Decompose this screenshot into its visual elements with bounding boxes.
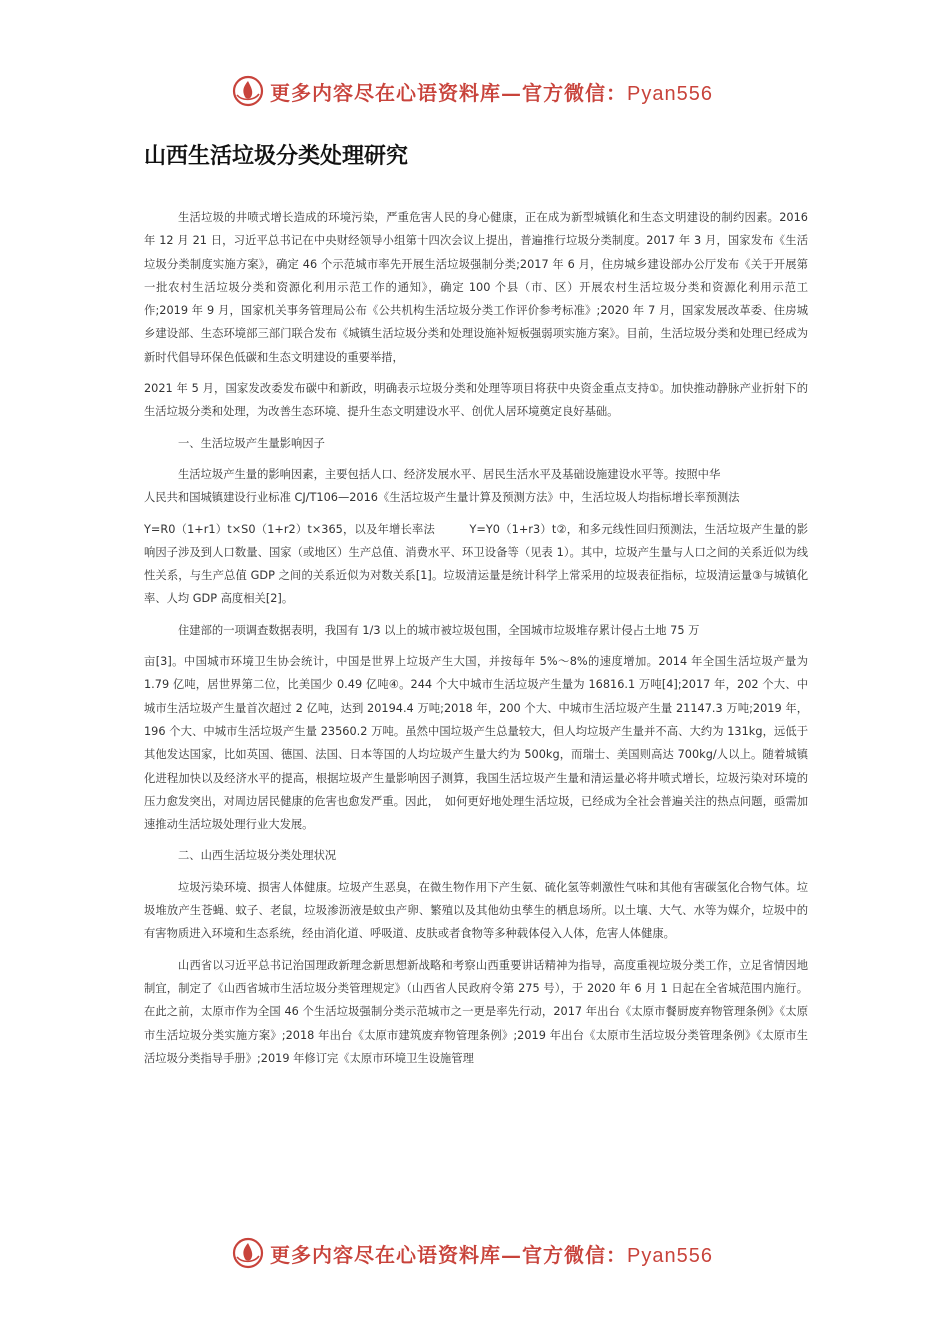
paragraph: 生活垃圾的井喷式增长造成的环境污染，严重危害人民的身心健康，正在成为新型城镇化和生态文明建设的制约因素。2016 年 12 月 21 日，习近平总书记在中央财经领导小组第十四次会议上提出，普遍推行垃圾分类制度。2017 年 3 月，国家发布《生活垃圾分类制度实施方案》，确定 46 个示范城市率先开展生活垃圾强制分类;2017 年 6 月，住房城乡建设部办公厅发布《关于开展第一批农村生活垃圾分类和资源化利用示范工作的通知》，确定 100 个县（市、区）开展农村生活垃圾分类和资源化利用示范工作;2019 年 9 月，国家机关事务管理局公布《公共机构生活垃圾分类工作评价参考标准》;2020 年 7 月，国家发展改革委、住房城乡建设部、生态环境部三部门联合发布《城镇生活垃圾分类和处理设施补短板强弱项实施方案》。目前，生活垃圾分类和处理已经成为新时代倡导环保色低碳和生态文明建设的重要举措， [144, 211, 808, 364]
paragraph: 人民共和国城镇建设行业标准 CJ/T106—2016《生活垃圾产生量计算及预测方法》中，生活垃圾人均指标增长率预测法 [144, 491, 740, 505]
flame-tissue-logo-icon [232, 1237, 264, 1269]
flame-tissue-logo-icon [232, 75, 264, 107]
paragraph: 生活垃圾产生量的影响因素，主要包括人口、经济发展水平、居民生活水平及基础设施建设水平等。按照中华 [178, 467, 721, 481]
paragraph: 住建部的一项调查数据表明，我国有 1/3 以上的城市被垃圾包围，全国城市垃圾堆存累计侵占土地 75 万 [178, 623, 700, 637]
paragraph: 山西省以习近平总书记治国理政新理念新思想新战略和考察山西重要讲话精神为指导，高度重视垃圾分类工作，立足省情因地制宜，制定了《山西省城市生活垃圾分类管理规定》（山西省人民政府令第 275 号），于 2020 年 6 月 1 日起在全省城范围内施行。在此之前，太原市作为全国 46 个生活垃圾强制分类示范城市之一更是率先行动，2017 年出台《太原市餐厨废弃物管理条例》《太原市生活垃圾分类实施方案》;2018 年出台《太原市建筑废弃物管理条例》;2019 年出台《太原市生活垃圾分类管理条例》《太原市生活垃圾分类指导手册》;2019 年修订完《太原市环境卫生设施管理 [144, 958, 808, 1065]
paragraph: 2021 年 5 月，国家发改委发布碳中和新政，明确表示垃圾分类和处理等项目将获中央资金重点支持①。加快推动静脉产业折射下的生活垃圾分类和处理，为改善生态环境、提升生态文明建设水平、创优人居环境奠定良好基础。 [144, 382, 808, 419]
section-heading: 一、生活垃圾产生量影响因子 [178, 436, 325, 450]
banner-text: 更多内容尽在心语资料库—官方微信： [270, 80, 627, 105]
paragraph: Y=R0（1+r1）t×S0（1+r2）t×365，以及年增长率法 Y=Y0（1+r3）t②，和多元线性回归预测法，生活垃圾产生量的影响因子涉及到人口数量、国家（或地区）生产总值、消费水平、环卫设备等（见表 1）。其中，垃圾产生量与人口之间的关系近似为线性关系，与生产总值 GDP 之间的关系近似为对数关系[1]。垃圾清运量是统计科学上常采用的垃圾表征指标，垃圾清运量③与城镇化率、人均 GDP 高度相关[2]。 [144, 522, 808, 606]
paragraph: 亩[3]。中国城市环境卫生协会统计，中国是世界上垃圾产生大国，并按每年 5%～8%的速度增加。2014 年全国生活垃圾产量为 1.79 亿吨，居世界第二位，比美国少 0.49 亿吨④。244 个大中城市生活垃圾产生量为 16816.1 万吨[4];2017 年，202 个大、中城市生活垃圾产生量首次超过 2 亿吨，达到 20194.4 万吨;2018 年，200 个大、中城市生活垃圾产生量 21147.3 万吨;2019 年，196 个大、中城市生活垃圾产生量 23560.2 万吨。虽然中国垃圾产生总量较大，但人均垃圾产生量并不高、大约为 131kg，远低于其他发达国家，比如英国、德国、法国、日本等国的人均垃圾产生量大约为 500kg，而瑞士、美国则高达 700kg/人以上。随着城镇化进程加快以及经济水平的提高，根据垃圾产生量影响因子测算，我国生活垃圾产生量和清运量必将井喷式增长，垃圾污染对环境的压力愈发突出，对周边居民健康的危害也愈发严重。因此， 如何更好地处理生活垃圾，已经成为全社会普遍关注的热点问题，亟需加速推动生活垃圾处理行业大发展。 [144, 655, 808, 832]
article-body [144, 206, 808, 1078]
banner-account: Pyan556 [627, 1244, 713, 1267]
banner-account: Pyan556 [627, 82, 713, 105]
paragraph: 垃圾污染环境、损害人体健康。垃圾产生恶臭，在微生物作用下产生氨、硫化氢等刺激性气味和其他有害碳氢化合物气体。垃圾堆放产生苍蝇、蚊子、老鼠，垃圾渗沥液是蚊虫产卵、繁殖以及其他幼虫孳生的栖息场所。以土壤、大气、水等为媒介，垃圾中的有害物质进入环境和生态系统，经由消化道、呼吸道、皮肤或者食物等多种载体侵入人体，危害人体健康。 [144, 880, 808, 941]
header-banner [232, 74, 752, 108]
footer-banner [232, 1236, 752, 1270]
banner-text: 更多内容尽在心语资料库—官方微信： [270, 1242, 627, 1267]
section-heading: 二、山西生活垃圾分类处理状况 [178, 849, 337, 863]
page-title: 山西生活垃圾分类处理研究 [144, 144, 409, 169]
